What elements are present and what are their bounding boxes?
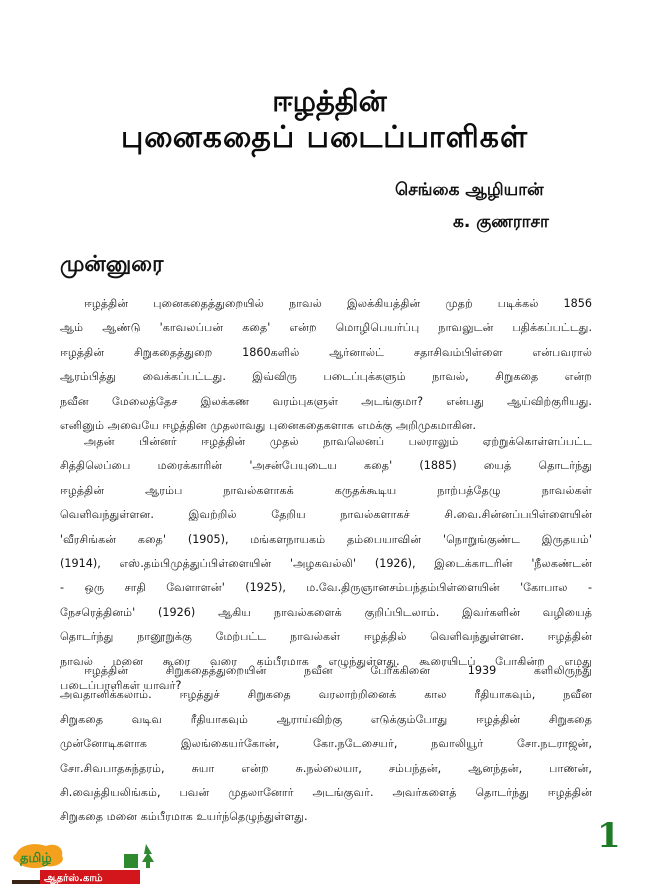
text-line: வெளிவந்துள்ளன. இவற்றில் தேறிய நாவல்களாகச் சி.வை.சின்னப்பபிள்ளையின் [60,508,592,522]
text-line: சிறுகதை மனை கம்பீரமாக உயர்ந்தெழுந்துள்ளது. [60,810,308,824]
section-heading: முன்னுரை [60,252,164,277]
logo-bottom-text: ஆதர்ஸ்.காம் [44,873,103,884]
text-line: சோ.சிவபாதசுந்தரம், சுயா என்ற சு.நல்லையா, சம்பந்தன், ஆனந்தன், பாணன், [60,761,592,775]
text-line: சித்திலெப்பை மரைக்காரின் 'அசன்பேயுடைய கதை' (1885) யைத் தொடர்ந்து [60,459,592,473]
text-line: அதன் பின்னர் ஈழத்தின் முதல் நாவலெனப் பலராலும் ஏற்றுக்கொள்ளப்பட்ட [84,435,592,448]
text-line: நேசரெத்தினம்' (1926) ஆகிய நாவல்களைக் குறிப்பிடலாம். இவர்களின் வழியைத் [60,605,592,619]
text-line: ஈழத்தின் சிறுகதைத்துறையின் நவீன போக்கினை 1939 களிலிருந்து [84,664,592,677]
text-line: சிறுகதை வடிவ ரீதியாகவும் ஆராய்விற்கு எடுக்கும்போது ஈழத்தின் சிறுகதை [60,712,592,726]
author-name-alt: க. குணராசா [453,212,549,232]
text-line: நவீன மேலைத்தேச இலக்கண வரம்புகளுள் அடங்குமா? என்பது ஆய்விற்குரியது. [60,394,592,408]
logo-base [12,880,40,884]
author-name: செங்கை ஆழியான் [395,180,544,200]
text-line: முன்னோடிகளாக இலங்கையர்கோன், கோ.நடேசையர், நவாலியூர் சோ.நடராஜன், [60,737,592,751]
page-number: 1 [597,816,621,856]
book-title-line2: புனைகதைப் படைப்பாளிகள் [120,120,529,155]
text-line: ஈழத்தின் ஆரம்ப நாவல்களாகக் கருதக்கூடிய நாற்பத்தேழு நாவல்கள் [60,483,592,497]
paragraph-3 [60,659,592,830]
text-line: ஆரம்பித்து வைக்கப்பட்டது. இவ்விரு படைப்புக்களும் நாவல், சிறுகதை என்ற [60,370,592,384]
text-line: எனினும் அவையே ஈழத்தின முதலாவது புனைகதைகளாக எமக்கு அறிமுகமாகின. [60,418,476,432]
logo-tree-icon [142,844,154,868]
logo-square [124,854,138,868]
text-line: ஈழத்தின் சிறுகதைத்துறை 1860களில் ஆர்னால்ட் சதாசிவம்பிள்ளை என்பவரால் [60,345,592,359]
logo-top-text: தமிழ் [20,851,52,866]
text-line: சி.வைத்தியலிங்கம், பவன் முதலானோர் அடங்குவர். அவர்களைத் தொடர்ந்து ஈழத்தின் [60,785,592,799]
text-line: - ஒரு சாதி வேளாளன்' (1925), ம.வே.திருஞானசம்பந்தம்பிள்ளையின் 'கோபால - [60,581,592,595]
text-line: படைப்பாளிகள் யாவர்? [60,678,182,692]
paragraph-1 [60,292,592,438]
text-line: ஆம் ஆண்டு 'காவலப்பன் கதை' என்ற மொழிபெயர்ப்பு நாவலுடன் பதிக்கப்பட்டது. [60,321,592,335]
book-title-line1: ஈழத்தின் [272,84,387,118]
text-line: (1914), எஸ்.தம்பிமுத்துப்பிள்ளையின் 'அழகவல்லி' (1926), இடைக்காடரின் 'நீலகண்டன் [60,556,592,570]
text-line: 'வீரசிங்கன் கதை' (1905), மங்களநாயகம் தம்பையாவின் 'நொறுங்குண்ட இருதயம்' [60,532,592,546]
text-line: ஈழத்தின் புனைகதைத்துறையில் நாவல் இலக்கியத்தின் முதற் படிக்கல் 1856 [84,297,592,310]
text-line: தொடர்ந்து நானூறுக்கு மேற்பட்ட நாவல்கள் ஈழத்தில் வெளிவந்துள்ளன. ஈழத்தின் [60,630,592,644]
tamil-authors-logo [6,840,166,886]
text-line: அவதானிக்கலாம். ஈழத்துச் சிறுகதை வரலாற்றினைக் கால ரீதியாகவும், நவீன [60,688,592,702]
text-line: நாவல் மனை கூரை வரை கம்பீரமாக எழுந்துள்ளது. கூரையிடப் போகின்ற எமது [60,654,592,668]
